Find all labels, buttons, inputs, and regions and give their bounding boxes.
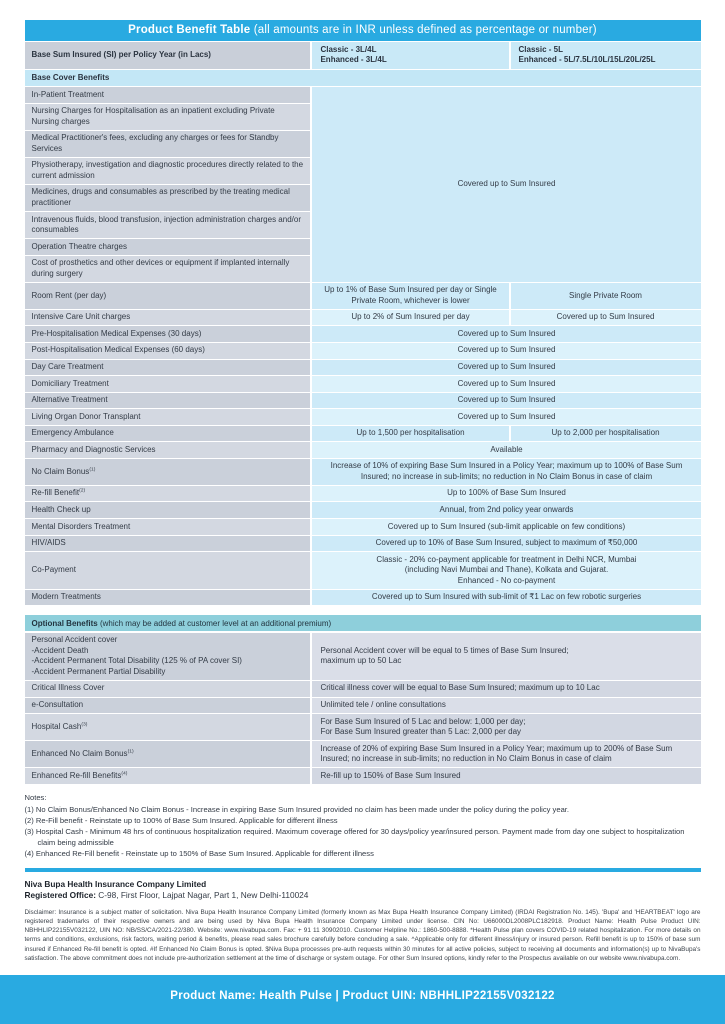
benefit-label: Intravenous fluids, blood transfusion, injection administration charges and/or consumables <box>25 212 313 239</box>
benefit-value-merged: Covered up to Sum Insured <box>312 87 700 283</box>
benefit-label: Alternative Treatment <box>25 393 313 410</box>
benefit-value-plan-a: Up to 1% of Base Sum Insured per day or Single Private Room, whichever is lower <box>312 283 510 310</box>
optional-benefit-row <box>25 681 701 698</box>
benefit-label: Living Organ Donor Transplant <box>25 409 313 426</box>
note-item: (2) Re-Fill benefit - Reinstate up to 100% of Base Sum Insured. Applicable for different illness <box>24 815 338 825</box>
benefit-label: Intensive Care Unit charges <box>25 310 313 327</box>
notes-list <box>25 804 701 859</box>
benefit-value-plan-b: Covered up to Sum Insured <box>511 310 701 327</box>
benefit-label: Nursing Charges for Hospitalisation as an inpatient excluding Private Nursing charges <box>25 104 313 131</box>
section-header-optional <box>25 615 701 631</box>
table-title: Product Benefit Table <box>128 24 251 36</box>
table-title-bar <box>25 20 701 41</box>
benefit-label: Pre-Hospitalisation Medical Expenses (30 days) <box>25 326 313 343</box>
benefit-value-merged: Up to 100% of Base Sum Insured <box>312 486 700 503</box>
benefit-label: Enhanced No Claim Bonus$^{(1)}$ <box>25 741 313 768</box>
benefit-row <box>25 393 701 410</box>
benefit-value-plan-b: Up to 2,000 per hospitalisation <box>511 426 701 443</box>
benefit-row <box>25 536 701 553</box>
benefit-label: Day Care Treatment <box>25 360 313 377</box>
section-header-row <box>25 70 701 88</box>
benefit-row <box>25 442 701 459</box>
benefit-row <box>25 87 701 104</box>
benefit-row <box>25 552 701 590</box>
optional-benefit-row <box>25 633 701 681</box>
benefit-row <box>25 310 701 327</box>
benefit-label: Hospital Cash$^{(3)}$ <box>25 714 313 741</box>
benefit-row <box>25 326 701 343</box>
benefit-label: Cost of prosthetics and other devices or equipment if implanted internally during surgery <box>25 256 313 283</box>
note-item: (3) Hospital Cash - Minimum 48 hrs of continuous hospitalization required. Maximum coverage offered for 30 days/policy year/insured person. Payment made from day one subject to hospitalization claim being admissible <box>24 826 685 847</box>
optional-benefit-value: Increase of 20% of expiring Base Sum Insured in a Policy Year; maximum up to 200% of Base Sum Insured; no increase in sub-limits; no reduction in No Claim Bonus in case of claim <box>312 741 700 768</box>
note-item: (4) Enhanced Re-Fill benefit - Reinstate up to 150% of Base Sum Insured. Applicable for different illness <box>24 848 374 858</box>
benefit-value-merged: Covered up to Sum Insured with sub-limit of ₹1 Lac on few robotic surgeries <box>312 590 700 607</box>
benefit-label: Physiotherapy, investigation and diagnostic procedures directly related to the current admission <box>25 158 313 185</box>
optional-benefit-value: Unlimited tele / online consultations <box>312 698 700 715</box>
company-name: Niva Bupa Health Insurance Company Limited <box>24 878 207 889</box>
benefit-label: In-Patient Treatment <box>25 87 313 104</box>
optional-benefit-table <box>25 633 701 785</box>
note-item: (1) No Claim Bonus/Enhanced No Claim Bonus - Increase in expiring Base Sum Insured provided no claim has been made under the policy during the policy year. <box>24 804 570 814</box>
benefit-value-plan-b: Single Private Room <box>511 283 701 310</box>
benefit-label: Enhanced Re-fill Benefits$^{(4)}$ <box>25 768 313 785</box>
column-header-plan-a: Classic - 3L/4L Enhanced - 3L/4L <box>312 42 510 70</box>
benefit-value-plan-a: Up to 1,500 per hospitalisation <box>312 426 510 443</box>
benefit-label: No Claim Bonus$^{(1)}$ <box>25 459 313 486</box>
benefit-label: e-Consultation <box>25 698 313 715</box>
benefit-label: Co-Payment <box>25 552 313 590</box>
benefit-row <box>25 376 701 393</box>
optional-benefits-title: Optional Benefits <box>31 618 98 628</box>
registered-office-label: Registered Office: <box>24 889 96 900</box>
benefit-value-merged: Annual, from 2nd policy year onwards <box>312 502 700 519</box>
section-header-base-cover: Base Cover Benefits <box>25 70 701 88</box>
footer-divider <box>25 868 701 872</box>
optional-benefit-row <box>25 741 701 768</box>
benefit-label: Operation Theatre charges <box>25 239 313 256</box>
benefit-label: HIV/AIDS <box>25 536 313 553</box>
benefit-row <box>25 486 701 503</box>
benefit-label: Mental Disorders Treatment <box>25 519 313 536</box>
benefit-label: Room Rent (per day) <box>25 283 313 310</box>
optional-benefit-value: Critical illness cover will be equal to Base Sum Insured; maximum up to 10 Lac <box>312 681 700 698</box>
section-gap <box>25 606 701 615</box>
benefit-label: Domiciliary Treatment <box>25 376 313 393</box>
benefit-row <box>25 502 701 519</box>
notes-title: Notes: <box>24 792 47 802</box>
column-header-plan-b: Classic - 5L Enhanced - 5L/7.5L/10L/15L/20L/25L <box>511 42 701 70</box>
footnote-marker: (3) <box>81 722 88 728</box>
registered-office-value: C-98, First Floor, Lajpat Nagar, Part 1, New Delhi-110024 <box>95 889 309 900</box>
column-header-base-si: Base Sum Insured (SI) per Policy Year (in Lacs) <box>25 42 313 70</box>
benefit-label: Critical Illness Cover <box>25 681 313 698</box>
benefit-label: Emergency Ambulance <box>25 426 313 443</box>
benefit-value-merged: Covered up to Sum Insured <box>312 326 700 343</box>
benefit-label: Medical Practitioner's fees, excluding any charges or fees for Standby Services <box>25 131 313 158</box>
benefit-value-plan-a: Up to 2% of Sum Insured per day <box>312 310 510 327</box>
column-header-row <box>25 42 701 70</box>
benefit-value-merged: Available <box>312 442 700 459</box>
optional-benefit-value: Personal Accident cover will be equal to 5 times of Base Sum Insured; maximum up to 50 Lac <box>312 633 700 681</box>
benefit-value-merged: Classic - 20% co-payment applicable for treatment in Delhi NCR, Mumbai (including Navi Mumbai and Thane), Kolkata and Gujarat. Enhanced - No co-payment <box>312 552 700 590</box>
benefit-value-merged: Covered up to Sum Insured <box>312 360 700 377</box>
benefit-value-merged: Increase of 10% of expiring Base Sum Insured in a Policy Year; maximum up to 100% of Base Sum Insured; no increase in sub-limits; no reduction in No Claim Bonus in case of claim <box>312 459 700 486</box>
footnote-marker: (1) <box>89 466 96 472</box>
benefit-row <box>25 459 701 486</box>
footnote-marker: (1) <box>127 749 134 755</box>
document-content <box>25 0 701 963</box>
benefit-value-merged: Covered up to 10% of Base Sum Insured, subject to maximum of ₹50,000 <box>312 536 700 553</box>
benefit-label: Pharmacy and Diagnostic Services <box>25 442 313 459</box>
optional-benefit-row <box>25 768 701 785</box>
benefit-row <box>25 590 701 607</box>
notes-block <box>25 792 701 859</box>
registered-office-line <box>25 890 701 901</box>
disclaimer-text: Disclaimer: Insurance is a subject matter of solicitation. Niva Bupa Health Insurance Company Limited (formerly known as Max Bupa Health Insurance Company Limited) (IRDAI Registration No. 145). 'Bupa' and 'HEARTBEAT' logo are registered trademarks of their respective owners and are being used by Niva Bupa Health Insurance Company Limited under license. CIN No: U66000DL2008PLC182918. Product Name: Health Pulse Product UIN: NBHHLIP22155V032122, UIN NO: NB/SS/CA/2021-22/380. Website: www.nivabupa.com. Fax: + 91 11 30902010. Customer Helpline No.: 1860-500-8888. *Health Pulse plan covers COVID-19 related hospitalization. For more details on terms and conditions, exclusions, risk factors, waiting period & benefits, please read sales brochure carefully before concluding a sale. ^Applicable only for different illness/injury or insured person. Refill benefit is up to 150% of base sum insured if Enhanced Re-fill benefit is opted. #If Enhanced No Claim Bonus is opted. $Niva Bupa processes pre-auth requests within 30 minutes for all active policies, subject to receiving all documents and information(s) up to NivaBupa's satisfaction. The above commitment does not include pre-authorization settlement at the time of discharge or system outage. For other Sum Insured options, kindly refer to the Prospectus available on our website www.nivabupa.com. <box>24 909 701 962</box>
benefit-label: Medicines, drugs and consumables as prescribed by the treating medical practitioner <box>25 185 313 212</box>
benefit-label: Post-Hospitalisation Medical Expenses (60 days) <box>25 343 313 360</box>
optional-benefit-row <box>25 698 701 715</box>
benefit-label: Modern Treatments <box>25 590 313 607</box>
benefit-row <box>25 409 701 426</box>
benefit-value-merged: Covered up to Sum Insured <box>312 343 700 360</box>
benefit-row <box>25 519 701 536</box>
footnote-marker: (2) <box>79 488 86 494</box>
product-uin-bar <box>0 975 725 1024</box>
optional-benefits-subtext: (which may be added at customer level at an additional premium) <box>97 618 332 628</box>
table-title-subtext: (all amounts are in INR unless defined as percentage or number) <box>250 24 597 36</box>
optional-benefit-value: For Base Sum Insured of 5 Lac and below: 1,000 per day; For Base Sum Insured greater than 5 Lac: 2,000 per day <box>312 714 700 741</box>
benefit-value-merged: Covered up to Sum Insured (sub-limit applicable on few conditions) <box>312 519 700 536</box>
product-uin-text: Product Name: Health Pulse | Product UIN: NBHHLIP22155V032122 <box>170 989 555 1002</box>
benefit-row <box>25 343 701 360</box>
benefit-row <box>25 360 701 377</box>
benefit-value-merged: Covered up to Sum Insured <box>312 409 700 426</box>
optional-benefit-value: Re-fill up to 150% of Base Sum Insured <box>312 768 700 785</box>
optional-benefit-row <box>25 714 701 741</box>
benefit-table <box>25 42 701 607</box>
benefit-row <box>25 283 701 310</box>
benefit-value-merged: Covered up to Sum Insured <box>312 376 700 393</box>
benefit-label: Personal Accident cover -Accident Death -Accident Permanent Total Disability (125 % of PA cover SI) -Accident Permanent Partial Disability <box>25 633 313 681</box>
benefit-label: Re-fill Benefit$^{(2)}$ <box>25 486 313 503</box>
benefit-row <box>25 426 701 443</box>
footnote-marker: (4) <box>121 771 128 777</box>
benefit-value-merged: Covered up to Sum Insured <box>312 393 700 410</box>
benefit-label: Health Check up <box>25 502 313 519</box>
